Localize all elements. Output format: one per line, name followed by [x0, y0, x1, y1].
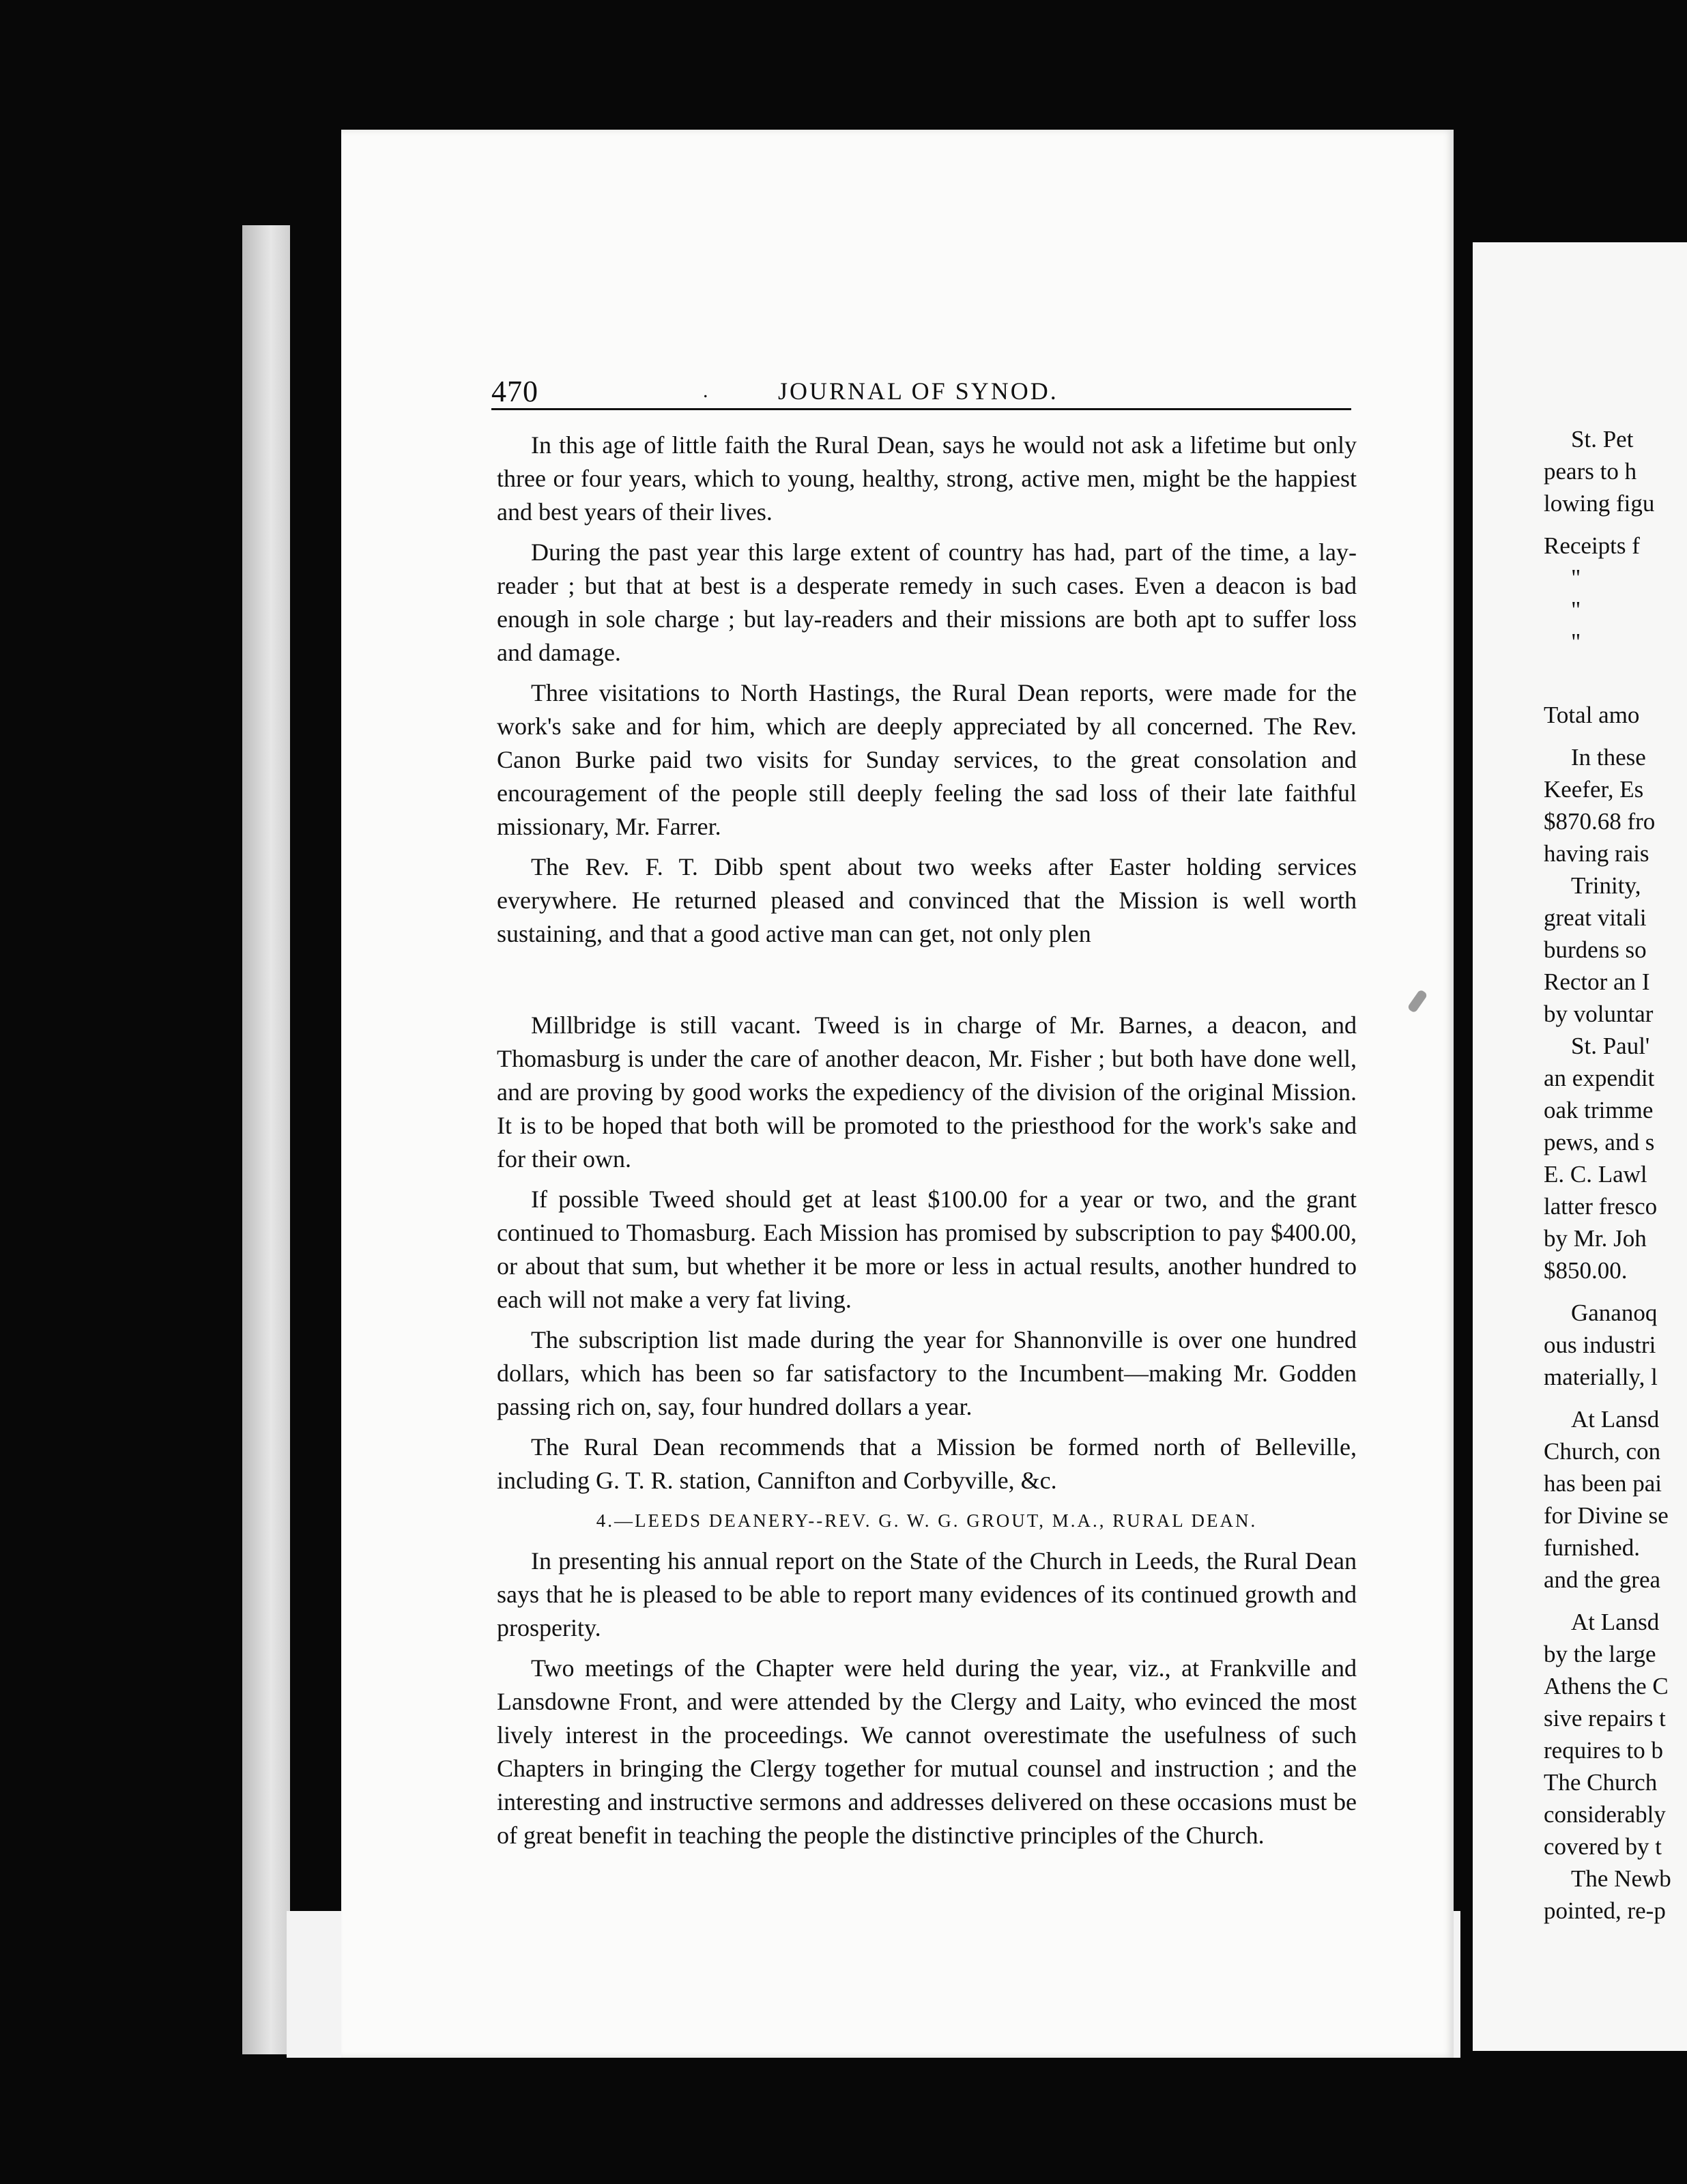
running-title: JOURNAL OF SYNOD.	[778, 377, 1058, 405]
fragment-line: sive repairs t	[1544, 1705, 1666, 1732]
fragment-line: Receipts f	[1544, 532, 1640, 559]
right-page-text	[1544, 423, 1687, 1927]
fragment-line: $850.00.	[1544, 1257, 1628, 1284]
fragment-line: Gananoq	[1571, 1299, 1658, 1326]
fragment-line: ous industri	[1544, 1332, 1656, 1358]
section-heading: 4.—LEEDS DEANERY--REV. G. W. G. GROUT, M.A., RURAL DEAN.	[596, 1510, 1258, 1531]
paragraph: Two meetings of the Chapter were held during the year, viz., at Frankville and Lansdowne Front, and were attended by the Clergy and Laity, who evinced the most lively interest in the proceedings. We cannot overestimate the usefulness of such Chapters in bringing the Clergy together for mutual counsel and instruction ; and the interesting and instructive sermons and addresses delivered on these occasions must be of great benefit in teaching the people the distinctive principles of the Church.	[497, 1654, 1357, 1849]
fragment-line: At Lansd	[1571, 1609, 1660, 1635]
fragment-line: pews, and s	[1544, 1129, 1655, 1155]
ditto-mark: "	[1571, 597, 1581, 623]
text-block-lower	[497, 1009, 1357, 1859]
paragraph: The subscription list made during the year for Shannonville is over one hundred dollars, which has been so far satisfactory to the Incumbent—making Mr. Godden passing rich on, say, four hundred dollars a year.	[497, 1326, 1357, 1420]
paragraph: Three visitations to North Hastings, the Rural Dean reports, were made for the work's sake and for him, which are deeply appreciated by all concerned. The Rev. Canon Burke paid two visits for Sunday services, to the great consolation and encouragement of the people still deeply feeling the sad loss of their late faithful missionary, Mr. Farrer.	[497, 679, 1357, 840]
fragment-line: pointed, re-p	[1544, 1897, 1666, 1924]
fragment-line: Church, con	[1544, 1438, 1661, 1465]
fragment-line: At Lansd	[1571, 1406, 1660, 1433]
fragment-line: considerably	[1544, 1801, 1666, 1828]
header-dot: .	[703, 379, 708, 402]
fragment-line: for Divine se	[1544, 1502, 1669, 1529]
fragment-line: $870.68 fro	[1544, 808, 1656, 835]
fragment-line: Keefer, Es	[1544, 776, 1644, 803]
fragment-line: has been pai	[1544, 1470, 1662, 1497]
fragment-line: Athens the C	[1544, 1673, 1669, 1699]
fragment-line: furnished.	[1544, 1534, 1640, 1561]
book-edge	[242, 225, 290, 2054]
fragment-line: latter fresco	[1544, 1193, 1658, 1220]
paragraph: The Rural Dean recommends that a Mission be formed north of Belleville, including G. T. R. station, Cannifton and Corbyville, &c.	[497, 1433, 1357, 1494]
fragment-line: by the large	[1544, 1641, 1656, 1667]
page-number: 470	[491, 375, 538, 408]
fragment-line: covered by t	[1544, 1833, 1662, 1860]
fragment-line: great vitali	[1544, 904, 1647, 931]
ditto-mark: "	[1571, 629, 1581, 655]
running-header	[491, 374, 1351, 410]
fragment-line: oak trimme	[1544, 1097, 1654, 1123]
fragment-line: lowing figu	[1544, 490, 1655, 517]
paragraph: In this age of little faith the Rural Dean, says he would not ask a lifetime but only three or four years, which to young, healthy, strong, active men, might be the happiest and best years of their lives.	[497, 431, 1357, 526]
ditto-mark: "	[1571, 564, 1581, 591]
fragment-line: The Church	[1544, 1769, 1658, 1796]
fragment-line: In these	[1571, 744, 1646, 771]
fragment-line: Rector an I	[1544, 968, 1650, 995]
fragment-line: Total amo	[1544, 702, 1640, 728]
fragment-line: an expendit	[1544, 1065, 1655, 1091]
paragraph: If possible Tweed should get at least $100.00 for a year or two, and the grant continued to Thomasburg. Each Mission has promised by subscription to pay $400.00, or about that sum, but whether it be more or less in actual results, another hundred to each will not make a very fat living.	[497, 1186, 1357, 1313]
fragment-line: E. C. Lawl	[1544, 1161, 1647, 1188]
fragment-line: St. Paul'	[1571, 1033, 1650, 1059]
fragment-line: requires to b	[1544, 1737, 1663, 1764]
fragment-line: The Newb	[1571, 1865, 1671, 1892]
fragment-line: having rais	[1544, 840, 1649, 867]
fragment-line: materially, l	[1544, 1364, 1658, 1390]
fragment-line: by voluntar	[1544, 1001, 1654, 1027]
fragment-line: burdens so	[1544, 936, 1647, 963]
fragment-line: Trinity,	[1571, 872, 1641, 899]
fragment-line: pears to h	[1544, 458, 1637, 485]
fragment-line: St. Pet	[1571, 426, 1634, 452]
text-block-upper	[497, 429, 1357, 947]
paragraph: In presenting his annual report on the State of the Church in Leeds, the Rural Dean says that he is pleased to be able to report many evidences of its continued growth and prosperity.	[497, 1547, 1357, 1641]
paragraph: The Rev. F. T. Dibb spent about two weeks after Easter holding services everywhere. He returned pleased and convinced that the Mission is well worth sustaining, and that a good active man can get, not only plen	[497, 853, 1357, 947]
fragment-line: and the grea	[1544, 1566, 1661, 1593]
paragraph: Millbridge is still vacant. Tweed is in charge of Mr. Barnes, a deacon, and Thomasburg is under the care of another deacon, Mr. Fisher ; but both have done well, and are proving by good works the expediency of the division of the original Mission. It is to be hoped that both will be promoted to the priesthood for the work's sake and for their own.	[497, 1011, 1357, 1173]
paragraph: During the past year this large extent of country has had, part of the time, a lay-reader ; but that at best is a desperate remedy in such cases. Even a deacon is bad enough in sole charge ; but lay-readers and their missions are both apt to suffer loss and damage.	[497, 538, 1357, 666]
fragment-line: by Mr. Joh	[1544, 1225, 1647, 1252]
